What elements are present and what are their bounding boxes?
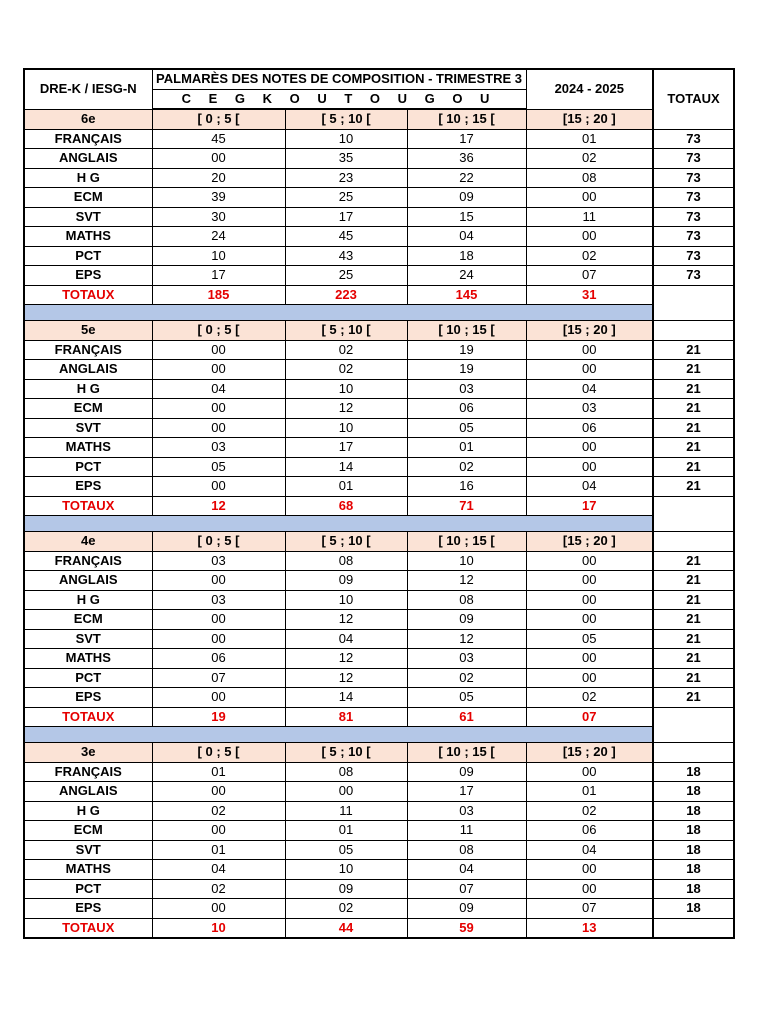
count-cell: 02: [526, 688, 653, 708]
totals-column-blank: [653, 285, 734, 321]
row-total: 18: [653, 879, 734, 899]
count-cell: 01: [526, 782, 653, 802]
count-cell: 02: [152, 879, 285, 899]
table-row: [24, 438, 734, 458]
table-row: [24, 379, 734, 399]
count-cell: 00: [526, 860, 653, 880]
interval-header: [ 0 ; 5 [: [152, 532, 285, 552]
totals-row: [24, 496, 734, 516]
count-cell: 39: [152, 188, 285, 208]
count-cell: 00: [526, 188, 653, 208]
row-total: 21: [653, 551, 734, 571]
count-cell: 00: [526, 879, 653, 899]
count-cell: 03: [152, 590, 285, 610]
table-row: [24, 571, 734, 591]
row-total: 21: [653, 418, 734, 438]
row-total: 21: [653, 688, 734, 708]
table-row: [24, 551, 734, 571]
count-cell: 00: [526, 551, 653, 571]
count-cell: 02: [407, 457, 526, 477]
section-header-row: [24, 743, 734, 763]
count-cell: 08: [285, 762, 407, 782]
column-total: 31: [526, 285, 653, 305]
subject-name: MATHS: [24, 438, 152, 458]
row-total: 73: [653, 246, 734, 266]
column-total: 07: [526, 707, 653, 727]
count-cell: 00: [526, 571, 653, 591]
level-label: 4e: [24, 532, 152, 552]
count-cell: 02: [407, 668, 526, 688]
table-row: [24, 360, 734, 380]
table-row: [24, 188, 734, 208]
table-row: [24, 590, 734, 610]
count-cell: 16: [407, 477, 526, 497]
count-cell: 45: [152, 129, 285, 149]
count-cell: 04: [526, 477, 653, 497]
count-cell: 01: [285, 821, 407, 841]
row-total: 21: [653, 610, 734, 630]
subject-name: EPS: [24, 477, 152, 497]
table-row: [24, 649, 734, 669]
subject-name: EPS: [24, 266, 152, 286]
table-row: [24, 340, 734, 360]
subject-name: EPS: [24, 899, 152, 919]
column-total: 185: [152, 285, 285, 305]
column-total: 81: [285, 707, 407, 727]
table-row: [24, 168, 734, 188]
count-cell: 12: [285, 668, 407, 688]
totals-label: TOTAUX: [24, 707, 152, 727]
count-cell: 35: [285, 149, 407, 169]
interval-header: [ 10 ; 15 [: [407, 743, 526, 763]
count-cell: 04: [407, 860, 526, 880]
count-cell: 00: [152, 149, 285, 169]
count-cell: 00: [285, 782, 407, 802]
level-label: 5e: [24, 321, 152, 341]
count-cell: 08: [285, 551, 407, 571]
count-cell: 04: [407, 227, 526, 247]
interval-header: [15 ; 20 ]: [526, 743, 653, 763]
table-row: [24, 227, 734, 247]
subject-name: ECM: [24, 399, 152, 419]
count-cell: 12: [407, 629, 526, 649]
count-cell: 00: [526, 590, 653, 610]
count-cell: 02: [285, 899, 407, 919]
interval-header: [ 5 ; 10 [: [285, 532, 407, 552]
column-total: 68: [285, 496, 407, 516]
count-cell: 06: [152, 649, 285, 669]
count-cell: 01: [407, 438, 526, 458]
count-cell: 25: [285, 188, 407, 208]
table-row: [24, 840, 734, 860]
count-cell: 03: [407, 801, 526, 821]
page-title: PALMARÈS DES NOTES DE COMPOSITION - TRIMESTRE 3: [152, 69, 526, 89]
count-cell: 04: [526, 840, 653, 860]
count-cell: 10: [285, 590, 407, 610]
column-total: 44: [285, 918, 407, 938]
row-total: 18: [653, 840, 734, 860]
count-cell: 08: [407, 840, 526, 860]
totals-column-blank: [653, 918, 734, 938]
count-cell: 07: [407, 879, 526, 899]
count-cell: 06: [526, 418, 653, 438]
count-cell: 10: [285, 418, 407, 438]
count-cell: 09: [407, 762, 526, 782]
count-cell: 17: [285, 438, 407, 458]
row-total: 18: [653, 860, 734, 880]
count-cell: 10: [407, 551, 526, 571]
subject-name: PCT: [24, 457, 152, 477]
count-cell: 00: [526, 610, 653, 630]
table-row: [24, 688, 734, 708]
subject-name: PCT: [24, 246, 152, 266]
table-row: [24, 899, 734, 919]
subject-name: ECM: [24, 188, 152, 208]
count-cell: 01: [285, 477, 407, 497]
count-cell: 14: [285, 457, 407, 477]
column-total: 10: [152, 918, 285, 938]
row-total: 73: [653, 188, 734, 208]
subject-name: PCT: [24, 668, 152, 688]
section-separator: [24, 516, 734, 532]
row-total: 21: [653, 668, 734, 688]
count-cell: 10: [285, 860, 407, 880]
table-row: [24, 610, 734, 630]
interval-header: [ 5 ; 10 [: [285, 321, 407, 341]
subject-name: H G: [24, 379, 152, 399]
table-row: [24, 129, 734, 149]
subject-name: FRANÇAIS: [24, 340, 152, 360]
interval-header: [ 5 ; 10 [: [285, 109, 407, 129]
count-cell: 36: [407, 149, 526, 169]
table-row: [24, 399, 734, 419]
count-cell: 00: [152, 899, 285, 919]
subject-name: MATHS: [24, 649, 152, 669]
count-cell: 02: [285, 360, 407, 380]
count-cell: 03: [407, 379, 526, 399]
count-cell: 00: [152, 571, 285, 591]
count-cell: 45: [285, 227, 407, 247]
count-cell: 04: [526, 379, 653, 399]
row-total: 21: [653, 649, 734, 669]
totals-column-cell: [653, 743, 734, 763]
totals-row: [24, 918, 734, 938]
count-cell: 00: [152, 688, 285, 708]
separator-band: [24, 516, 653, 532]
interval-header: [15 ; 20 ]: [526, 532, 653, 552]
subject-name: ANGLAIS: [24, 360, 152, 380]
separator-band: [24, 727, 653, 743]
table-row: [24, 477, 734, 497]
row-total: 21: [653, 360, 734, 380]
row-total: 21: [653, 399, 734, 419]
count-cell: 08: [407, 590, 526, 610]
subject-name: ECM: [24, 821, 152, 841]
subject-name: PCT: [24, 879, 152, 899]
interval-header: [ 0 ; 5 [: [152, 321, 285, 341]
count-cell: 02: [152, 801, 285, 821]
count-cell: 11: [526, 207, 653, 227]
subject-name: ANGLAIS: [24, 782, 152, 802]
count-cell: 01: [152, 762, 285, 782]
count-cell: 00: [152, 360, 285, 380]
count-cell: 20: [152, 168, 285, 188]
count-cell: 12: [285, 399, 407, 419]
count-cell: 00: [526, 340, 653, 360]
interval-header: [ 0 ; 5 [: [152, 109, 285, 129]
count-cell: 05: [285, 840, 407, 860]
count-cell: 00: [526, 227, 653, 247]
column-total: 145: [407, 285, 526, 305]
count-cell: 30: [152, 207, 285, 227]
count-cell: 25: [285, 266, 407, 286]
count-cell: 12: [285, 610, 407, 630]
count-cell: 00: [152, 477, 285, 497]
count-cell: 04: [152, 379, 285, 399]
count-cell: 08: [526, 168, 653, 188]
count-cell: 09: [285, 571, 407, 591]
totals-row: [24, 285, 734, 305]
count-cell: 17: [285, 207, 407, 227]
count-cell: 00: [152, 629, 285, 649]
totals-label: TOTAUX: [24, 285, 152, 305]
totals-column-blank: [653, 496, 734, 532]
row-total: 18: [653, 821, 734, 841]
count-cell: 10: [285, 379, 407, 399]
subject-name: ANGLAIS: [24, 571, 152, 591]
count-cell: 19: [407, 340, 526, 360]
table-row: [24, 860, 734, 880]
table-row: [24, 418, 734, 438]
count-cell: 11: [285, 801, 407, 821]
column-total: 17: [526, 496, 653, 516]
row-total: 21: [653, 340, 734, 360]
totals-column-header: TOTAUX: [653, 69, 734, 129]
count-cell: 05: [407, 418, 526, 438]
row-total: 21: [653, 590, 734, 610]
table-row: [24, 801, 734, 821]
count-cell: 17: [407, 782, 526, 802]
subject-name: H G: [24, 590, 152, 610]
subject-name: FRANÇAIS: [24, 129, 152, 149]
row-total: 73: [653, 207, 734, 227]
column-total: 13: [526, 918, 653, 938]
table-row: [24, 821, 734, 841]
table-row: [24, 266, 734, 286]
count-cell: 09: [285, 879, 407, 899]
count-cell: 10: [285, 129, 407, 149]
interval-header: [ 5 ; 10 [: [285, 743, 407, 763]
level-label: 6e: [24, 109, 152, 129]
row-total: 21: [653, 438, 734, 458]
count-cell: 09: [407, 610, 526, 630]
count-cell: 04: [285, 629, 407, 649]
count-cell: 00: [152, 399, 285, 419]
count-cell: 01: [526, 129, 653, 149]
count-cell: 01: [152, 840, 285, 860]
interval-header: [ 10 ; 15 [: [407, 532, 526, 552]
separator-band: [24, 305, 653, 321]
school-year: 2024 - 2025: [526, 69, 653, 109]
count-cell: 00: [152, 340, 285, 360]
count-cell: 15: [407, 207, 526, 227]
subject-name: FRANÇAIS: [24, 762, 152, 782]
subject-name: H G: [24, 168, 152, 188]
count-cell: 02: [526, 149, 653, 169]
count-cell: 06: [526, 821, 653, 841]
count-cell: 00: [152, 821, 285, 841]
count-cell: 10: [152, 246, 285, 266]
count-cell: 02: [285, 340, 407, 360]
table-row: [24, 246, 734, 266]
table-row: [24, 207, 734, 227]
subject-name: SVT: [24, 418, 152, 438]
school-name: C E G K O U T O U G O U: [152, 89, 526, 109]
row-total: 73: [653, 266, 734, 286]
table-row: [24, 149, 734, 169]
count-cell: 06: [407, 399, 526, 419]
section-header-row: [24, 109, 734, 129]
count-cell: 09: [407, 899, 526, 919]
count-cell: 02: [526, 801, 653, 821]
count-cell: 00: [526, 649, 653, 669]
count-cell: 22: [407, 168, 526, 188]
totals-column-cell: [653, 532, 734, 552]
interval-header: [15 ; 20 ]: [526, 109, 653, 129]
column-total: 61: [407, 707, 526, 727]
row-total: 73: [653, 149, 734, 169]
column-total: 71: [407, 496, 526, 516]
count-cell: 24: [152, 227, 285, 247]
header-row-top: [24, 69, 734, 89]
section-header-row: [24, 532, 734, 552]
count-cell: 43: [285, 246, 407, 266]
table-row: [24, 879, 734, 899]
table-row: [24, 629, 734, 649]
subject-name: ANGLAIS: [24, 149, 152, 169]
count-cell: 17: [152, 266, 285, 286]
count-cell: 03: [526, 399, 653, 419]
row-total: 18: [653, 762, 734, 782]
count-cell: 11: [407, 821, 526, 841]
row-total: 21: [653, 477, 734, 497]
count-cell: 19: [407, 360, 526, 380]
column-total: 19: [152, 707, 285, 727]
count-cell: 12: [407, 571, 526, 591]
count-cell: 14: [285, 688, 407, 708]
count-cell: 00: [526, 457, 653, 477]
count-cell: 05: [526, 629, 653, 649]
count-cell: 00: [526, 668, 653, 688]
section-separator: [24, 727, 734, 743]
subject-name: SVT: [24, 840, 152, 860]
row-total: 21: [653, 379, 734, 399]
count-cell: 03: [152, 438, 285, 458]
count-cell: 00: [526, 360, 653, 380]
count-cell: 03: [407, 649, 526, 669]
row-total: 21: [653, 457, 734, 477]
count-cell: 09: [407, 188, 526, 208]
count-cell: 07: [152, 668, 285, 688]
totals-row: [24, 707, 734, 727]
count-cell: 00: [526, 762, 653, 782]
subject-name: MATHS: [24, 227, 152, 247]
totals-label: TOTAUX: [24, 918, 152, 938]
column-total: 12: [152, 496, 285, 516]
interval-header: [15 ; 20 ]: [526, 321, 653, 341]
subject-name: ECM: [24, 610, 152, 630]
subject-name: SVT: [24, 207, 152, 227]
count-cell: 03: [152, 551, 285, 571]
interval-header: [ 0 ; 5 [: [152, 743, 285, 763]
results-table: [23, 68, 735, 939]
count-cell: 05: [407, 688, 526, 708]
count-cell: 07: [526, 266, 653, 286]
column-total: 223: [285, 285, 407, 305]
subject-name: MATHS: [24, 860, 152, 880]
column-total: 59: [407, 918, 526, 938]
row-total: 21: [653, 571, 734, 591]
subject-name: SVT: [24, 629, 152, 649]
interval-header: [ 10 ; 15 [: [407, 109, 526, 129]
table-row: [24, 457, 734, 477]
count-cell: 17: [407, 129, 526, 149]
count-cell: 00: [152, 782, 285, 802]
count-cell: 02: [526, 246, 653, 266]
count-cell: 07: [526, 899, 653, 919]
count-cell: 23: [285, 168, 407, 188]
count-cell: 00: [152, 610, 285, 630]
table-row: [24, 782, 734, 802]
section-header-row: [24, 321, 734, 341]
count-cell: 04: [152, 860, 285, 880]
row-total: 21: [653, 629, 734, 649]
table-row: [24, 762, 734, 782]
row-total: 18: [653, 899, 734, 919]
totals-column-blank: [653, 707, 734, 743]
totals-column-cell: [653, 321, 734, 341]
count-cell: 05: [152, 457, 285, 477]
count-cell: 00: [152, 418, 285, 438]
level-label: 3e: [24, 743, 152, 763]
interval-header: [ 10 ; 15 [: [407, 321, 526, 341]
section-separator: [24, 305, 734, 321]
subject-name: H G: [24, 801, 152, 821]
count-cell: 24: [407, 266, 526, 286]
row-total: 73: [653, 129, 734, 149]
row-total: 73: [653, 168, 734, 188]
row-total: 18: [653, 801, 734, 821]
row-total: 18: [653, 782, 734, 802]
header-left: DRE-K / IESG-N: [24, 69, 152, 109]
row-total: 73: [653, 227, 734, 247]
count-cell: 00: [526, 438, 653, 458]
count-cell: 18: [407, 246, 526, 266]
subject-name: EPS: [24, 688, 152, 708]
table-row: [24, 668, 734, 688]
count-cell: 12: [285, 649, 407, 669]
totals-label: TOTAUX: [24, 496, 152, 516]
subject-name: FRANÇAIS: [24, 551, 152, 571]
